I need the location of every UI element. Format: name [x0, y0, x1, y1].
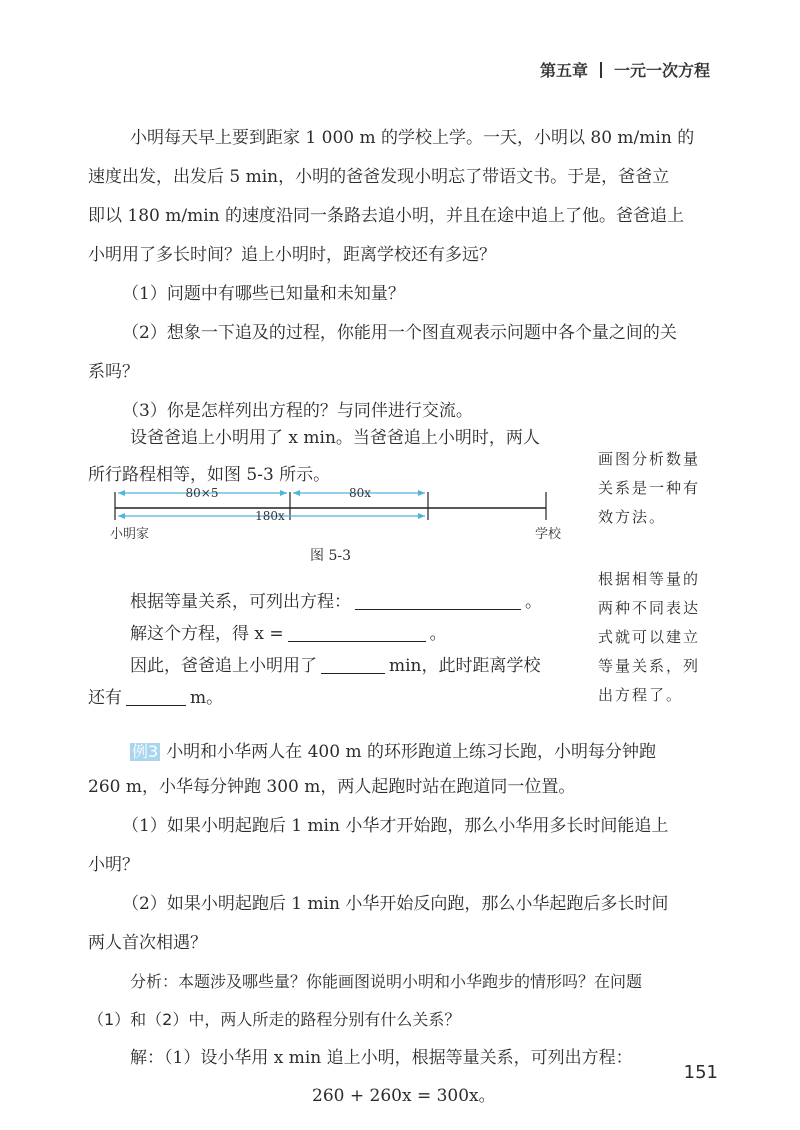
arrowhead: [418, 513, 425, 519]
answer-blank-time[interactable]: [321, 657, 385, 674]
chapter-title: 一元一次方程: [613, 61, 710, 80]
page-number: 151: [683, 1062, 718, 1083]
example-line: 两人首次相遇？: [88, 933, 207, 953]
header-separator: [600, 62, 602, 78]
example-line: 例3 小明和小华两人在 400 m 的环形跑道上练习长跑，小明每分钟跑: [132, 742, 656, 762]
problem-line: 小明用了多长时间？追上小明时，距离学校还有多远？: [88, 245, 496, 265]
question-line: （3）你是怎样列出方程的？与同伴进行交流。: [122, 401, 473, 421]
problem-line: 即以 180 m/min 的速度沿同一条路去追小明，并且在途中追上了他。爸爸追上: [88, 206, 685, 226]
fill-line-equation: 根据等量关系，可列出方程： 。: [130, 592, 542, 612]
answer-blank-equation[interactable]: [355, 593, 521, 610]
fill-line-distance: 还有 m。: [88, 688, 224, 708]
analysis-line: 分析：本题涉及哪些量？你能画图说明小明和小华跑步的情形吗？在问题: [130, 972, 643, 991]
label-80x5: 80×5: [185, 486, 219, 500]
example-line: （2）如果小明起跑后 1 min 小华开始反向跑，那么小华起跑后多长时间: [122, 894, 669, 914]
fill-line-time: 因此，爸爸追上小明用了 min，此时距离学校: [130, 656, 541, 676]
question-line: （1）问题中有哪些已知量和未知量？: [122, 284, 405, 304]
example-line: 小明？: [88, 855, 139, 875]
chapter-number: 第五章: [539, 61, 588, 80]
answer-blank-distance[interactable]: [126, 689, 186, 706]
setup-line: 所行路程相等，如图 5-3 所示。: [88, 465, 331, 485]
label-180x: 180x: [255, 509, 285, 523]
home-label: 小明家: [110, 527, 150, 542]
problem-line: 速度出发，出发后 5 min，小明的爸爸发现小明忘了带语文书。于是，爸爸立: [88, 167, 670, 187]
chapter-header: [540, 58, 710, 81]
problem-line: 小明每天早上要到距家 1 000 m 的学校上学。一天，小明以 80 m/min 的: [130, 128, 695, 148]
example-badge: 例3: [132, 742, 159, 761]
question-line: （2）想象一下追及的过程，你能用一个图直观表示问题中各个量之间的关: [122, 323, 677, 343]
arrowhead: [280, 490, 287, 496]
question-line: 系吗？: [88, 362, 139, 382]
figure-caption: 图 5-3: [310, 548, 351, 564]
arrowhead: [118, 490, 125, 496]
solution-line: 解：（1）设小华用 x min 追上小明，根据等量关系，可列出方程：: [130, 1048, 633, 1068]
equation-line: 260 + 260x = 300x。: [312, 1086, 496, 1106]
arrowhead: [293, 490, 300, 496]
arrowhead: [418, 490, 425, 496]
example-line: （1）如果小明起跑后 1 min 小华才开始跑，那么小华用多长时间能追上: [122, 816, 669, 836]
example-line: 260 m，小华每分钟跑 300 m，两人起跑时站在跑道同一位置。: [88, 777, 576, 797]
school-label: 学校: [535, 527, 562, 542]
setup-line: 设爸爸追上小明用了 x min。当爸爸追上小明时，两人: [130, 428, 540, 448]
answer-blank-solution[interactable]: [288, 625, 426, 642]
analysis-line: （1）和（2）中，两人所走的路程分别有什么关系？: [88, 1010, 461, 1029]
label-80x: 80x: [348, 486, 372, 500]
arrowhead: [118, 513, 125, 519]
fill-line-solution: 解这个方程，得 x = 。: [130, 624, 447, 644]
